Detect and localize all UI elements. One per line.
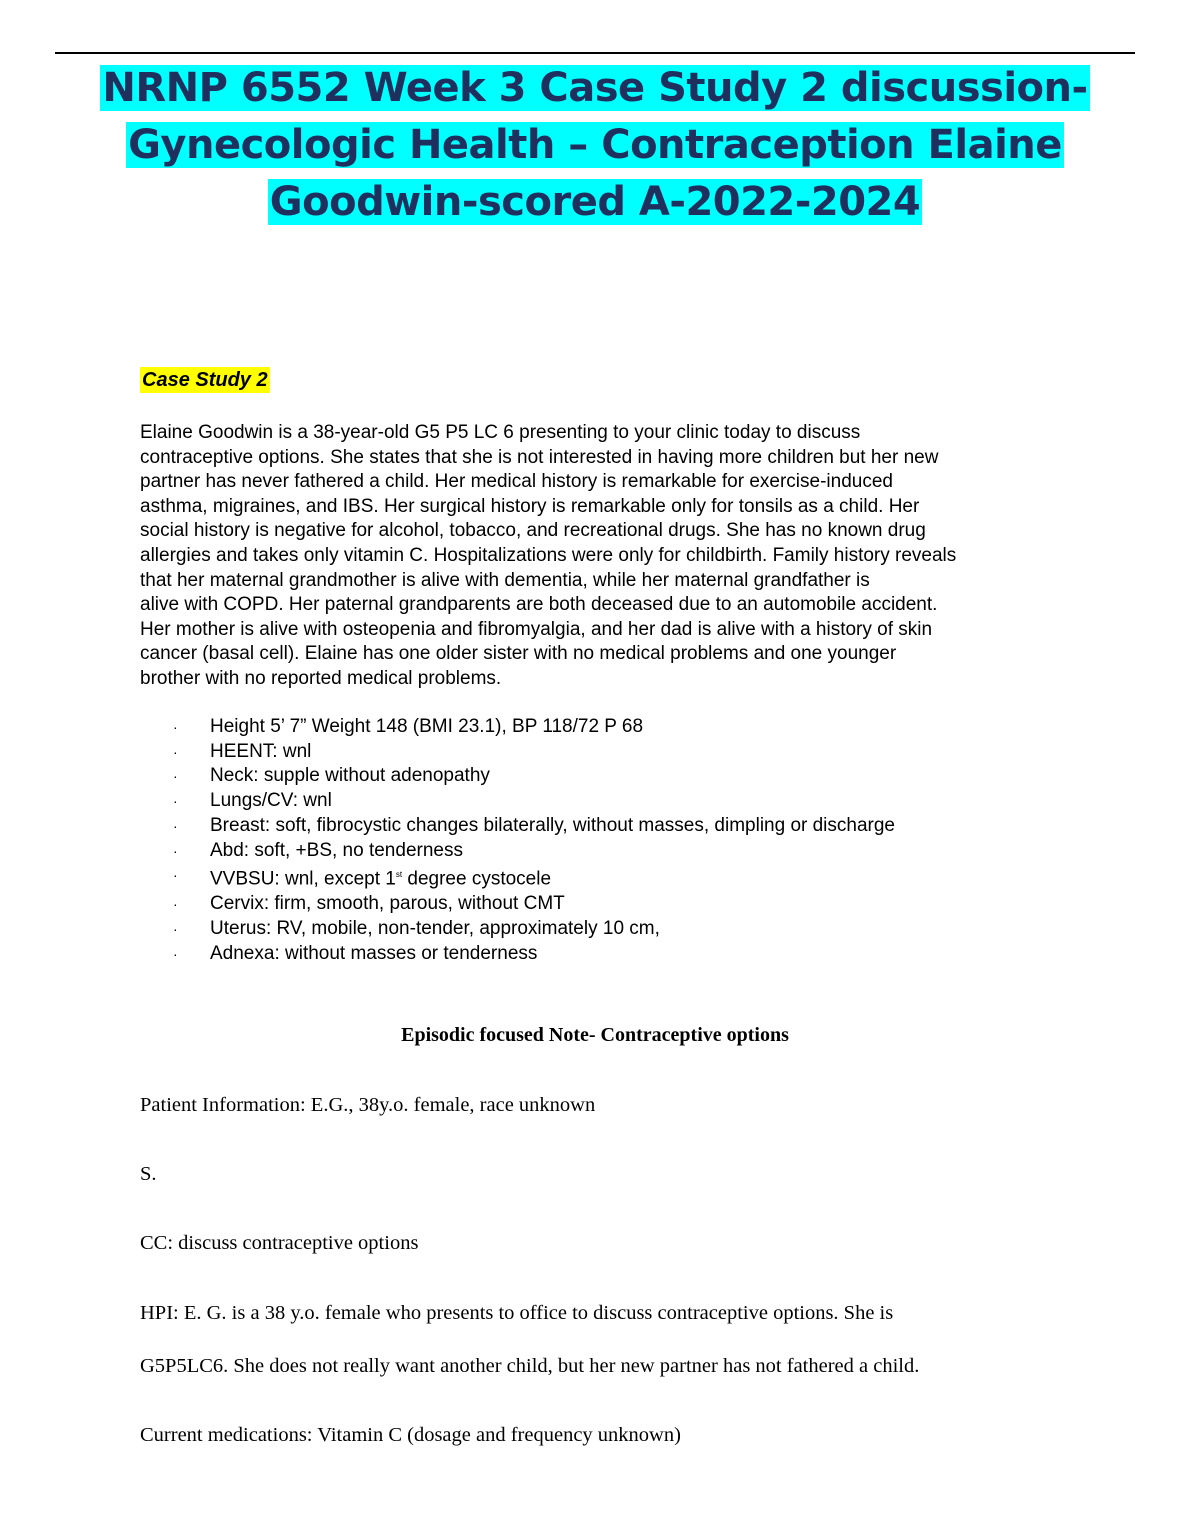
list-item-text: Adnexa: without masses or tenderness <box>210 942 538 964</box>
document-title <box>0 60 1190 231</box>
case-description <box>140 421 1060 692</box>
list-item-text: Cervix: firm, smooth, parous, without CMT <box>210 893 565 915</box>
list-item-text: Height 5’ 7” Weight 148 (BMI 23.1), BP 118/72 P 68 <box>210 716 644 737</box>
list-item <box>170 917 895 942</box>
bullet-marker: · <box>173 896 178 913</box>
list-item-text: HEENT: wnl <box>210 740 312 762</box>
list-item-text: degree cystocele <box>402 868 552 890</box>
paragraph-line: partner has never fathered a child. Her medical history is remarkable for exercise-induced <box>140 471 893 493</box>
paragraph-line: brother with no reported medical problems. <box>140 667 502 689</box>
list-item-text: Lungs/CV: wnl <box>210 790 332 812</box>
list-item <box>170 764 895 789</box>
title-line-1: NRNP 6552 Week 3 Case Study 2 discussion- <box>102 65 1088 111</box>
paragraph-line: social history is negative for alcohol, tobacco, and recreational drugs. She has no known drug <box>140 520 926 542</box>
list-item-text: Abd: soft, +BS, no tenderness <box>210 839 463 861</box>
paragraph-line: asthma, migraines, and IBS. Her surgical history is remarkable only for tonsils as a child. Her <box>140 495 920 517</box>
current-medications: Current medications: Vitamin C (dosage and frequency unknown) <box>140 1424 681 1446</box>
note-heading: Episodic focused Note- Contraceptive options <box>401 1024 789 1046</box>
list-item-text: Uterus: RV, mobile, non-tender, approximately 10 cm, <box>210 917 660 939</box>
list-item-text: Breast: soft, fibrocystic changes bilaterally, without masses, dimpling or discharge <box>210 814 896 836</box>
paragraph-line: contraceptive options. She states that she is not interested in having more children but her new <box>140 446 939 468</box>
list-item-text: VVBSU: wnl, except 1 <box>210 868 396 890</box>
paragraph-line: cancer (basal cell). Elaine has one older sister with no medical problems and one younger <box>140 643 897 665</box>
list-item <box>170 839 895 864</box>
patient-information: Patient Information: E.G., 38y.o. female, race unknown <box>140 1094 596 1116</box>
bullet-marker: · <box>173 719 178 735</box>
top-divider <box>55 52 1135 54</box>
paragraph-line: allergies and takes only vitamin C. Hospitalizations were only for childbirth. Family history reveals <box>140 544 957 566</box>
list-item <box>170 892 895 917</box>
list-item <box>170 863 895 892</box>
paragraph-line: Her mother is alive with osteopenia and fibromyalgia, and her dad is alive with a history of skin <box>140 618 933 640</box>
bullet-marker: · <box>173 867 178 884</box>
ordinal-suffix: st <box>395 870 403 880</box>
paragraph-line: alive with COPD. Her paternal grandparents are both deceased due to an automobile accident. <box>140 594 938 616</box>
hpi-line: G5P5LC6. She does not really want another child, but her new partner has not fathered a child. <box>140 1355 920 1377</box>
case-study-label: Case Study 2 <box>142 369 268 391</box>
exam-findings-list <box>170 715 895 966</box>
title-line-3: Goodwin-scored A-2022-2024 <box>269 179 921 225</box>
list-item <box>170 789 895 814</box>
bullet-marker: · <box>173 793 178 810</box>
bullet-marker: · <box>173 817 178 834</box>
list-item <box>170 740 895 765</box>
list-item <box>170 814 895 839</box>
subjective-label: S. <box>140 1163 157 1185</box>
bullet-marker: · <box>173 842 178 859</box>
bullet-marker: · <box>173 743 178 760</box>
chief-complaint: CC: discuss contraceptive options <box>140 1232 419 1254</box>
paragraph-line: Elaine Goodwin is a 38-year-old G5 P5 LC 6 presenting to your clinic today to discuss <box>140 422 861 443</box>
bullet-marker: · <box>173 945 178 962</box>
bullet-marker: · <box>173 768 178 785</box>
paragraph-line: that her maternal grandmother is alive with dementia, while her maternal grandfather is <box>140 569 870 591</box>
list-item-text: Neck: supple without adenopathy <box>210 765 490 787</box>
bullet-marker: · <box>173 920 178 937</box>
list-item <box>170 715 895 740</box>
title-line-2: Gynecologic Health – Contraception Elaine <box>128 122 1062 168</box>
list-item <box>170 942 895 967</box>
hpi-line: HPI: E. G. is a 38 y.o. female who presents to office to discuss contraceptive options. She is <box>140 1302 894 1324</box>
